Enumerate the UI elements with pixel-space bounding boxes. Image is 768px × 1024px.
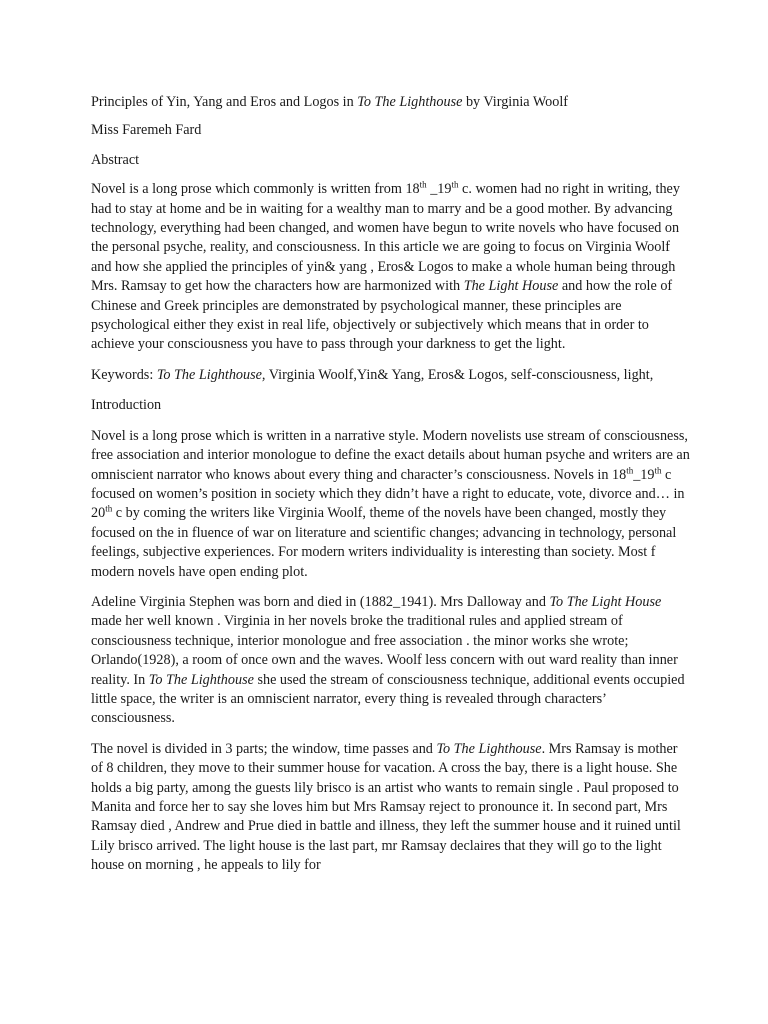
- intro-p2-italic-2: To The Lighthouse: [148, 671, 254, 688]
- abstract-paragraph: [91, 180, 691, 355]
- intro-p1-sup-1: th: [626, 464, 634, 475]
- title-text-2: by Virginia Woolf: [462, 94, 568, 110]
- intro-paragraph-2: [91, 593, 691, 729]
- abstract-sup-2: th: [451, 179, 459, 190]
- abstract-text-4: and how the role of Chinese and Greek principles are demonstrated by psychological manner, these principles are psychological either they exist in real life, objectively or subjectively which means that in order to achieve your consciousness you have to pass through your darkness to get the light.: [91, 278, 673, 353]
- introduction-heading: Introduction: [91, 397, 162, 414]
- abstract-heading: Abstract: [91, 151, 140, 168]
- intro-paragraph-1: [91, 427, 691, 582]
- intro-paragraph-3: [91, 740, 691, 876]
- keywords-list: Virginia Woolf,Yin& Yang, Eros& Logos, self-consciousness, light,: [265, 366, 654, 383]
- abstract-text-3: c. women had no right in writing, they had to stay at home and be in waiting for a wealthy man to marry and be a good mother. By advancing technology, everything had been changed, and women have begun to write novels who have focused on the personal psyche, reality, and consciousness. In this article we are going to focus on Virginia Woolf and how she applied the principles of yin& yang , Eros& Logos to make a whole human being through Mrs. Ramsay to get how the characters how are harmonized with: [91, 181, 680, 295]
- intro-p1-sup-2: th: [654, 464, 662, 475]
- intro-p2-italic-1: To The Light House: [549, 593, 662, 610]
- intro-p1-text-3: c focused on women’s position in society which they didn’t have a right to educate, vote, divorce and… in 20: [91, 466, 685, 522]
- intro-p2-text-2: made her well known . Virginia in her novels broke the traditional rules and applied stream of consciousness technique, interior monologue and free association . the minor works she wrote; Orlando(1928), a room of once own and the waves. Woolf less concern with out ward reality than inner reality. In: [91, 613, 678, 688]
- keywords-label: Keywords:: [91, 366, 157, 383]
- abstract-text-2: _19: [426, 181, 452, 198]
- paper-author: Miss Faremeh Fard: [91, 122, 202, 139]
- intro-p1-text-1: Novel is a long prose which is written in a narrative style. Modern novelists use stream of consciousness, free association and interior monologue to define the exact details about human psyche and writers are an omniscient narrator who knows about every thing and character’s consciousness. Novels in 18: [91, 427, 690, 483]
- intro-p1-sup-3: th: [105, 503, 113, 514]
- intro-p3-text-1: The novel is divided in 3 parts; the window, time passes and: [91, 740, 437, 757]
- intro-p2-text-3: she used the stream of consciousness technique, additional events occupied little space, the writer is an omniscient narrator, every thing is revealed through characters’ consciousness.: [91, 671, 685, 727]
- intro-p3-italic-1: To The Lighthouse: [436, 740, 542, 757]
- abstract-italic-1: The Light House: [463, 278, 559, 295]
- keywords: [91, 366, 691, 385]
- intro-p2-text-1: Adeline Virginia Stephen was born and died in (1882_1941). Mrs Dalloway and: [91, 593, 550, 610]
- abstract-sup-1: th: [419, 179, 427, 190]
- intro-p1-text-2: _19: [633, 466, 655, 483]
- intro-p1-text-4: c by coming the writers like Virginia Woolf, theme of the novels have been changed, mostly they focused on the in fluence of war on literature and scientific changes; advancing in technology, personal feelings, subjective experiences. For modern writers individuality is interesting than society. Most f modern novels have open ending plot.: [91, 505, 677, 580]
- intro-p3-text-2: . Mrs Ramsay is mother of 8 children, they move to their summer house for vacation. A cross the bay, there is a light house. She holds a big party, among the guests lily brisco is an artist who wants to remain single . Paul proposed to Manita and force her to say she loves him but Mrs Ramsay reject to pronounce it. In second part, Mrs Ramsay died , Andrew and Prue died in battle and illness, they left the summer house and it ruined until Lily brisco arrived. The light house is the last part, mr Ramsay declaires that they will go to the light house on morning , he appeals to lily for: [91, 740, 681, 874]
- keywords-italic: To The Lighthouse,: [156, 366, 266, 383]
- paper-body: [91, 93, 691, 887]
- abstract-text-1: Novel is a long prose which commonly is written from 18: [91, 181, 420, 198]
- title-text-1: Principles of Yin, Yang and Eros and Logos in: [91, 94, 358, 110]
- title-work: To The Lighthouse: [357, 94, 463, 110]
- paper-title: [91, 93, 691, 112]
